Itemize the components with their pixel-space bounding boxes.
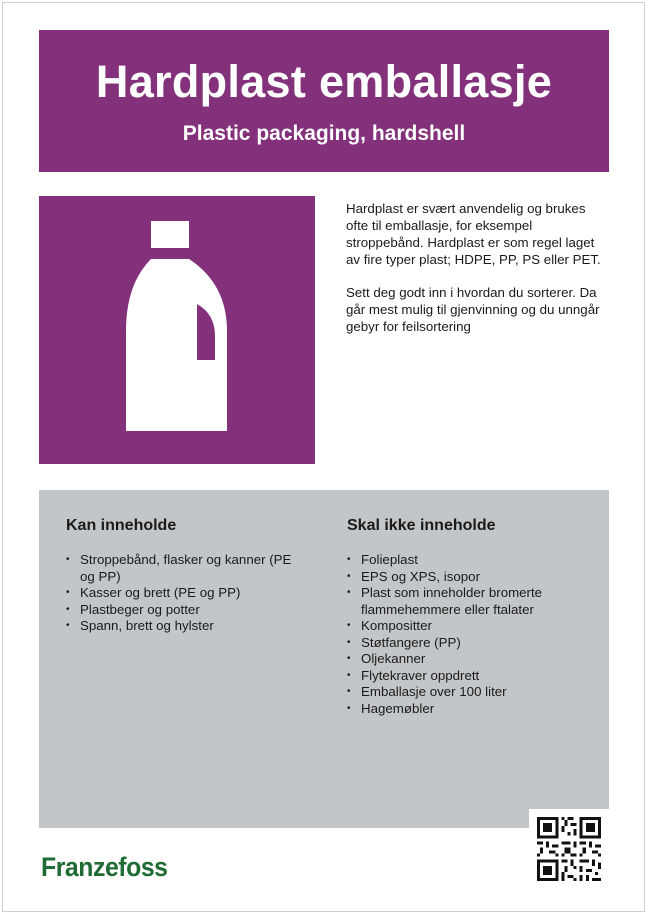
list-item: • Flytekraver oppdrett bbox=[347, 668, 587, 685]
list-item: • Stroppebånd, flasker og kanner (PE og PP) bbox=[66, 552, 306, 585]
can-contain-heading: Kan inneholde bbox=[66, 517, 177, 534]
list-item: • Spann, brett og hylster bbox=[66, 618, 306, 635]
qr-code-container[interactable] bbox=[529, 809, 609, 889]
list-item: • Oljekanner bbox=[347, 651, 587, 668]
must-not-contain-list bbox=[347, 552, 587, 717]
list-item: • Kasser og brett (PE og PP) bbox=[66, 585, 306, 602]
intro-text bbox=[346, 200, 608, 351]
can-contain-list bbox=[66, 552, 306, 635]
list-item: • Kompositter bbox=[347, 618, 587, 635]
icon-box bbox=[39, 196, 315, 464]
qr-code-icon bbox=[537, 817, 601, 881]
franzefoss-logo: Franzefoss bbox=[41, 852, 168, 882]
intro-paragraph-1: Hardplast er svært anvendelig og brukes ofte til emballasje, for eksempel stroppebånd. Hardplast er som regel laget av fire typer plast; HDPE, PP, PS eller PET. bbox=[346, 201, 601, 267]
plastic-bottle-icon bbox=[39, 196, 315, 464]
list-item: • Plastbeger og potter bbox=[66, 602, 306, 619]
must-not-contain-column bbox=[347, 517, 587, 717]
intro-paragraph-2: Sett deg godt inn i hvordan du sorterer. Da går mest mulig til gjenvinning og du unngår gebyr for feilsortering bbox=[346, 285, 600, 334]
list-item: • Plast som inneholder bromerte flammehemmere eller ftalater bbox=[347, 585, 587, 618]
page-title: Hardplast emballasje bbox=[95, 56, 553, 107]
header-banner bbox=[39, 30, 609, 172]
list-item: • Hagemøbler bbox=[347, 701, 587, 718]
page-subtitle: Plastic packaging, hardshell bbox=[182, 122, 466, 145]
can-contain-column bbox=[66, 517, 306, 635]
list-item: • Emballasje over 100 liter bbox=[347, 684, 587, 701]
info-panel bbox=[39, 490, 609, 828]
list-item: • EPS og XPS, isopor bbox=[347, 569, 587, 586]
must-not-contain-heading: Skal ikke inneholde bbox=[347, 517, 496, 534]
list-item: • Folieplast bbox=[347, 552, 587, 569]
list-item: • Støtfangere (PP) bbox=[347, 635, 587, 652]
